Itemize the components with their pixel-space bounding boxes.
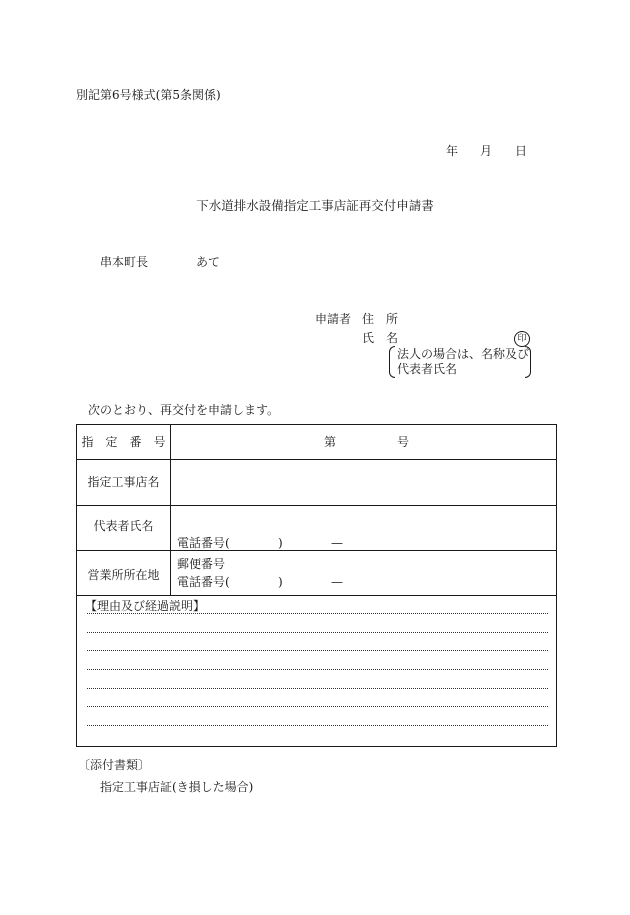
applicant-label: 申請者 <box>315 312 352 326</box>
contractor-name-label: 指定工事店名 <box>87 475 160 489</box>
row-divider <box>77 505 556 506</box>
reason-writing-line <box>87 650 548 651</box>
left-bracket-icon <box>389 346 395 378</box>
reason-writing-line <box>87 706 548 707</box>
corporate-note <box>389 345 531 377</box>
representative-name-label: 代表者氏名 <box>93 519 154 533</box>
attachments-label: 〔添付書類〕 <box>78 758 151 772</box>
corporate-note-line2: 代表者氏名 <box>397 362 458 376</box>
date-year-label: 年 <box>446 144 459 158</box>
addressee-name: 串本町長 <box>100 255 149 269</box>
addressee-suffix: あて <box>196 255 221 269</box>
reason-label: 【理由及び経過説明】 <box>85 599 206 613</box>
corporate-note-line1: 法人の場合は、名称及び <box>397 347 530 361</box>
right-bracket-icon <box>525 346 531 378</box>
reason-writing-line <box>87 613 548 614</box>
application-form-table <box>76 424 557 747</box>
designation-number-label: 指 定 番 号 <box>81 435 166 449</box>
designation-suffix: 号 <box>397 435 410 449</box>
office-phone-dash: — <box>331 575 343 589</box>
label-column-divider <box>170 425 171 550</box>
form-reference: 別記第6号様式(第5条関係) <box>76 88 221 102</box>
reason-writing-line <box>87 669 548 670</box>
date-day-label: 日 <box>515 144 528 158</box>
row-divider <box>77 459 556 460</box>
representative-phone-label: 電話番号( <box>177 536 230 550</box>
designation-prefix: 第 <box>324 435 337 449</box>
representative-phone-dash: — <box>331 536 343 550</box>
reason-writing-line <box>87 725 548 726</box>
row-divider <box>77 550 556 551</box>
intro-text: 次のとおり、再交付を申請します。 <box>88 403 280 417</box>
representative-phone-close: ) <box>278 536 283 550</box>
address-label: 住 所 <box>362 312 399 326</box>
attachment-item: 指定工事店証(き損した場合) <box>100 780 254 794</box>
name-label: 氏 名 <box>362 331 399 345</box>
office-phone-label: 電話番号( <box>177 575 230 589</box>
label-column-divider <box>170 550 171 595</box>
seal-mark-icon: 印 <box>514 331 530 347</box>
office-address-label: 営業所所在地 <box>87 568 160 582</box>
row-divider <box>77 595 556 596</box>
reason-writing-line <box>87 632 548 633</box>
office-phone-close: ) <box>278 575 283 589</box>
reason-writing-line <box>87 688 548 689</box>
document-title: 下水道排水設備指定工事店証再交付申請書 <box>196 198 434 213</box>
date-month-label: 月 <box>480 144 493 158</box>
office-postal-label: 郵便番号 <box>177 557 226 571</box>
